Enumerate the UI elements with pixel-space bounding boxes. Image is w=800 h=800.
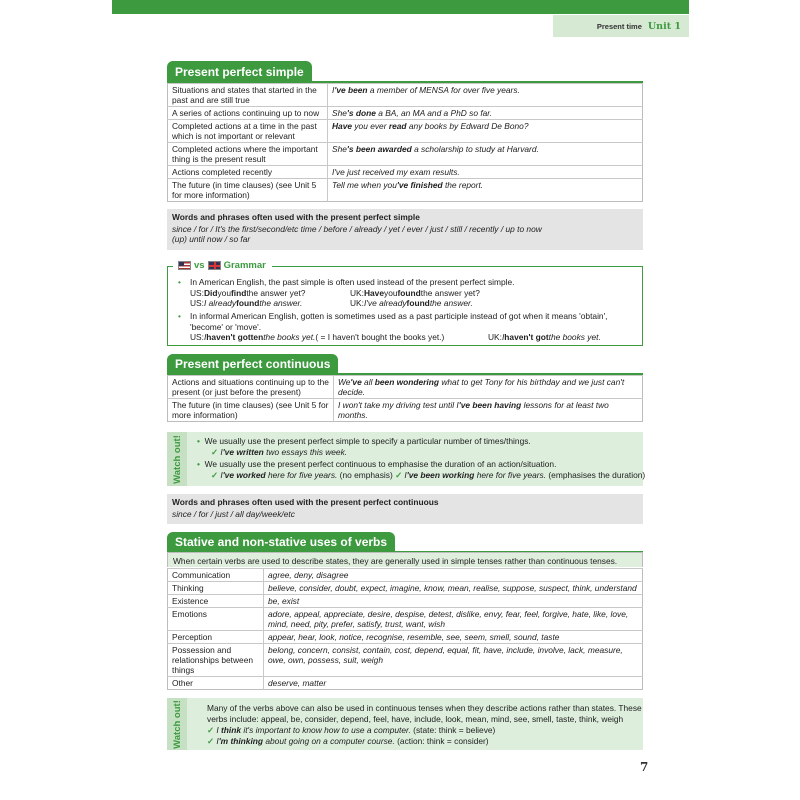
table-row	[168, 569, 643, 582]
usage-cell: Perception	[168, 631, 264, 644]
usage-cell: The future (in time clauses) (see Unit 5 for more information)	[168, 399, 334, 422]
ppc-words-box	[167, 494, 643, 524]
top-color-bar	[112, 0, 689, 14]
usage-cell: Actions and situations continuing up to the present (or just before the present)	[168, 376, 334, 399]
watch-out-box-1	[167, 432, 646, 486]
table-row	[168, 166, 643, 179]
table-row	[168, 120, 643, 143]
stative-verbs-table	[167, 568, 643, 690]
present-perfect-continuous-table	[167, 375, 643, 422]
section-title-present-perfect-simple: Present perfect simple	[167, 61, 312, 82]
example-cell: I've just received my exam results.	[328, 166, 643, 179]
table-row	[168, 143, 643, 166]
page-number: 7	[640, 760, 649, 774]
watch1-text2: We usually use the present perfect continuous to emphasise the duration of an action/situation.	[204, 459, 557, 469]
usage-cell: Possession and relationships between things	[168, 644, 264, 677]
pps-words-box	[167, 209, 643, 250]
table-row	[168, 179, 643, 202]
us-flag-icon	[178, 261, 191, 270]
example-cell: Tell me when you've finished the report.	[328, 179, 643, 202]
bullet-icon: •	[178, 277, 181, 287]
grammar-b2-line2: 'become' or 'move'.	[190, 321, 262, 332]
table-row	[168, 376, 643, 399]
grammar-b2-line1: In informal American English, gotten is sometimes used as a past participle instead of got when it means 'obtain',	[190, 311, 608, 321]
table-row	[168, 399, 643, 422]
vs-label: vs	[194, 260, 205, 271]
usage-cell: Completed actions at a time in the past which is not important or relevant	[168, 120, 328, 143]
unit-label: Unit 1	[647, 20, 681, 32]
usage-cell: Existence	[168, 595, 264, 608]
watch2-line2: verbs include: appeal, be, consider, depend, feel, have, include, look, mean, mind, see, smell, taste, think, weigh	[207, 714, 624, 724]
usage-cell: Communication	[168, 569, 264, 582]
table-row	[168, 644, 643, 677]
grammar-bullet-1	[178, 277, 630, 309]
table-row	[168, 677, 643, 690]
pps-words-heading: Words and phrases often used with the present perfect simple	[172, 212, 420, 222]
grammar-rule-left	[167, 266, 173, 267]
watch2-example1: ✓ I think it's important to know how to use a computer. (state: think = believe)	[207, 725, 496, 735]
table-row	[168, 107, 643, 120]
example-cell: Have you ever read any books by Edward De Bono?	[328, 120, 643, 143]
section-title-present-perfect-continuous: Present perfect continuous	[167, 354, 338, 374]
example-cell: adore, appeal, appreciate, desire, despise, detest, dislike, envy, fear, feel, forgive, hate, like, love, mind, need, pity, prefer, satisfy, trust, want, wish	[264, 608, 643, 631]
usage-cell: A series of actions continuing up to now	[168, 107, 328, 120]
grammar-bullet-2	[178, 311, 635, 343]
usage-cell: Completed actions where the important thing is the present result	[168, 143, 328, 166]
example-cell: agree, deny, disagree	[264, 569, 643, 582]
usage-cell: Other	[168, 677, 264, 690]
example-cell: deserve, matter	[264, 677, 643, 690]
example-cell: belong, concern, consist, contain, cost, depend, equal, fit, have, include, involve, lack, measure, owe, own, possess, suit, weigh	[264, 644, 643, 677]
unit-header	[553, 15, 689, 37]
usage-cell: Actions completed recently	[168, 166, 328, 179]
table-row	[168, 608, 643, 631]
watch-out-label: Watch out!	[171, 434, 183, 484]
stative-intro: When certain verbs are used to describe states, they are generally used in simple tenses rather than continuous tenses.	[167, 552, 643, 567]
grammar-heading	[174, 260, 270, 271]
section-title-stative: Stative and non-stative uses of verbs	[167, 532, 395, 552]
uk-example-3: UK:Ihaven't gotthe books yet.	[488, 332, 601, 342]
us-example-3: US:Ihaven't gottenthe books yet.( = I haven't bought the books yet.)	[190, 332, 445, 342]
watch1-example2: ✓ I've worked here for five years. (no emphasis) ✓ I've been working here for five years. (emphasises the duration)	[211, 470, 646, 480]
usage-cell: The future (in time clauses) (see Unit 5 for more information)	[168, 179, 328, 202]
pps-words-line1: since / for / It's the first/second/etc time / before / already / yet / ever / just / still / recently / up to now	[172, 223, 542, 234]
us-example-2: US:I alreadyfoundthe answer.	[190, 298, 303, 308]
usage-cell: Situations and states that started in the past and are still true	[168, 84, 328, 107]
example-cell: I've been a member of MENSA for over five years.	[328, 84, 643, 107]
grammar-rule-right	[272, 266, 643, 267]
usage-cell: Thinking	[168, 582, 264, 595]
example-cell: She's been awarded a scholarship to study at Harvard.	[328, 143, 643, 166]
example-cell: We've all been wondering what to get Tony for his birthday and we just can't decide.	[334, 376, 643, 399]
watch1-line1: • We usually use the present perfect simple to specify a particular number of times/things.	[197, 436, 531, 446]
watch2-line1: Many of the verbs above can also be used in continuous tenses when they describe actions rather than states. These	[207, 703, 642, 713]
ppc-words-heading: Words and phrases often used with the present perfect continuous	[172, 497, 439, 507]
grammar-b1-text: In American English, the past simple is often used instead of the present perfect simple.	[190, 277, 515, 287]
grammar-title: Grammar	[223, 260, 266, 271]
watch1-text1: We usually use the present perfect simple to specify a particular number of times/things.	[204, 436, 531, 446]
watch1-line3: • We usually use the present perfect continuous to emphasise the duration of an action/situation.	[197, 459, 557, 469]
watch-out-tab	[167, 432, 187, 486]
uk-example-1: UK:Haveyoufoundthe answer yet?	[350, 287, 480, 298]
us-example-1: US:Didyoufindthe answer yet?	[190, 287, 306, 298]
table-row	[168, 84, 643, 107]
example-cell: She's done a BA, an MA and a PhD so far.	[328, 107, 643, 120]
watch-out-box-2	[167, 698, 643, 750]
example-cell: I won't take my driving test until I've been having lessons for at least two months.	[334, 399, 643, 422]
table-row	[168, 595, 643, 608]
watch2-example2: ✓ I'm thinking about going on a computer course. (action: think = consider)	[207, 736, 489, 746]
table-row	[168, 631, 643, 644]
pps-words-line2: (up) until now / so far	[172, 234, 251, 244]
table-row	[168, 582, 643, 595]
example-cell: believe, consider, doubt, expect, imagine, know, mean, realise, suppose, suspect, think, understand	[264, 582, 643, 595]
example-cell: appear, hear, look, notice, recognise, resemble, see, seem, smell, sound, taste	[264, 631, 643, 644]
watch-out-tab	[167, 698, 187, 750]
bullet-icon: •	[178, 311, 181, 321]
ppc-words-line1: since / for / just / all day/week/etc	[172, 508, 295, 519]
usage-cell: Emotions	[168, 608, 264, 631]
watch-out-label: Watch out!	[171, 699, 183, 749]
watch1-example1: ✓ I've written two essays this week.	[211, 447, 348, 457]
uk-example-2: UK:I've alreadyfoundthe answer.	[350, 298, 473, 308]
uk-flag-icon	[208, 261, 221, 270]
section-label: Present time	[596, 21, 642, 31]
present-perfect-simple-table	[167, 83, 643, 202]
example-cell: be, exist	[264, 595, 643, 608]
